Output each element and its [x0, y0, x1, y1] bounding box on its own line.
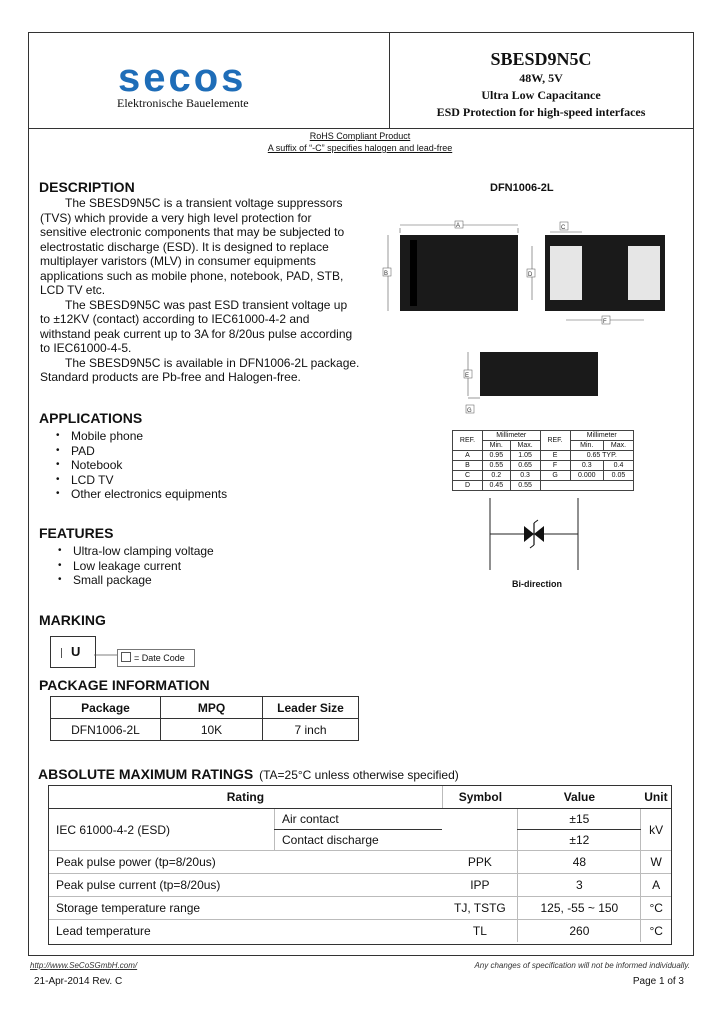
table-row: [453, 461, 634, 471]
dim-label-d: D: [528, 272, 533, 278]
table-cell: DFN1006-2L: [51, 719, 161, 741]
table-cell: 0.3: [510, 471, 540, 481]
ratings-condition: (TA=25°C unless otherwise specified): [259, 768, 459, 782]
table-row: [51, 697, 359, 719]
table-cell: IPP: [442, 874, 518, 897]
title-block: [390, 48, 692, 121]
applications-heading: APPLICATIONS: [39, 410, 143, 426]
table-cell: F: [540, 461, 570, 471]
table-cell: IEC 61000-4-2 (ESD): [49, 809, 275, 851]
table-header: Unit: [641, 786, 671, 809]
table-cell: 10K: [161, 719, 263, 741]
table-cell: PPK: [442, 851, 518, 874]
marking-bar: [61, 648, 62, 658]
company-website-link[interactable]: http://www.SeCoSGmbH.com/: [30, 961, 138, 970]
table-cell: Peak pulse power (tp=8/20us): [49, 851, 442, 874]
halogen-line: A suffix of “-C” specifies halogen and lead-free: [267, 143, 453, 153]
description-p1: The SBESD9N5C is a transient voltage suppressors (TVS) which provide a very high level protection for sensitive electronic components that may be subjected to electrostatic discharge (ESD). It is designed to replace multiplayer varistors (MLV) in consumer equipments applications such as mobile phone, notebook, PAD, STB, LCD TV etc.: [40, 196, 345, 297]
description-p3: The SBESD9N5C is available in DFN1006-2L package. Standard products are Pb-free and Halogen-free.: [40, 355, 360, 384]
list-item: • Mobile phone: [47, 429, 227, 444]
table-row: [453, 471, 634, 481]
table-header: MPQ: [161, 697, 263, 719]
marking-leader-line: [94, 650, 118, 660]
pad-right: [628, 246, 660, 300]
table-cell: 0.55: [482, 461, 510, 471]
table-row: [49, 874, 671, 897]
table-header: Min.: [570, 441, 603, 451]
table-cell: W: [641, 851, 671, 874]
table-cell: kV: [641, 809, 671, 851]
table-row: [453, 431, 634, 441]
table-header: Millimeter: [482, 431, 540, 441]
company-logo: secos: [118, 56, 247, 100]
package-info-heading: PACKAGE INFORMATION: [39, 677, 210, 693]
spec-line-3: ESD Protection for high-speed interfaces: [436, 105, 646, 119]
description-heading: DESCRIPTION: [39, 179, 135, 195]
header-divider: [28, 128, 693, 129]
table-cell: 0.45: [482, 481, 510, 491]
package-table: [50, 696, 359, 741]
table-cell: [442, 809, 518, 851]
table-header: Max.: [510, 441, 540, 451]
features-list: [49, 544, 214, 588]
table-cell: [540, 481, 633, 491]
table-cell: °C: [641, 897, 671, 920]
page-number: Page 1 of 3: [632, 976, 684, 987]
dim-label-c: C: [561, 225, 566, 231]
table-header: REF.: [540, 431, 570, 451]
table-header: Leader Size: [263, 697, 359, 719]
table-row: [453, 451, 634, 461]
table-cell: 0.95: [482, 451, 510, 461]
table-cell: A: [453, 451, 483, 461]
part-number: SBESD9N5C: [490, 49, 592, 69]
date-code-square-icon: [121, 652, 131, 662]
table-row: [49, 809, 671, 830]
dim-label-e: E: [465, 373, 470, 379]
revision-date: 21-Apr-2014 Rev. C: [34, 976, 123, 987]
list-item: • LCD TV: [47, 473, 227, 488]
table-cell: D: [453, 481, 483, 491]
table-cell: Peak pulse current (tp=8/20us): [49, 874, 442, 897]
table-cell: 0.4: [603, 461, 633, 471]
features-heading: FEATURES: [39, 525, 114, 541]
table-header: Value: [518, 786, 641, 809]
table-header: Millimeter: [570, 431, 633, 441]
list-item: • Other electronics equipments: [47, 487, 227, 502]
dimension-table: [452, 430, 634, 491]
applications-list: [47, 429, 227, 502]
cathode-band: [410, 240, 417, 306]
pad-left: [550, 246, 582, 300]
table-cell: E: [540, 451, 570, 461]
change-notice: Any changes of specification will not be informed individually.: [474, 961, 690, 970]
table-header: REF.: [453, 431, 483, 451]
table-cell: 0.55: [510, 481, 540, 491]
table-row: [49, 786, 671, 809]
dim-label-g: G: [467, 408, 472, 414]
table-header: Max.: [603, 441, 633, 451]
date-code-text: = Date Code: [134, 653, 185, 663]
list-item: • Notebook: [47, 458, 227, 473]
table-header: Symbol: [442, 786, 518, 809]
table-header: Rating: [49, 786, 442, 809]
marking-box: [50, 636, 96, 668]
list-item: • Ultra-low clamping voltage: [49, 544, 214, 559]
rohs-line: RoHS Compliant Product: [309, 131, 411, 141]
date-code-label: [117, 649, 195, 667]
list-item: • Low leakage current: [49, 559, 214, 574]
side-view-body: [480, 352, 598, 396]
table-row: [49, 920, 671, 943]
table-row: [453, 481, 634, 491]
list-item: • Small package: [49, 573, 214, 588]
table-cell: 0.2: [482, 471, 510, 481]
table-row: [49, 851, 671, 874]
table-cell: ±15: [518, 809, 641, 830]
bidirectional-diode-symbol: [484, 496, 584, 572]
drawing-title: DFN1006-2L: [490, 182, 554, 194]
ratings-heading: ABSOLUTE MAXIMUM RATINGS: [38, 766, 254, 782]
table-cell: 260: [518, 920, 641, 943]
diode-caption: Bi-direction: [512, 579, 563, 589]
table-cell: 1.05: [510, 451, 540, 461]
dim-label-a: A: [456, 223, 461, 229]
table-cell: 125, -55 ~ 150: [518, 897, 641, 920]
table-cell: 0.65: [510, 461, 540, 471]
list-item: • PAD: [47, 444, 227, 459]
package-outline-drawing: [380, 212, 680, 422]
table-cell: Storage temperature range: [49, 897, 442, 920]
description-text: [40, 196, 360, 385]
table-cell: 0.000: [570, 471, 603, 481]
table-row: [49, 897, 671, 920]
top-view-body: [400, 235, 518, 311]
table-cell: Air contact: [275, 809, 443, 830]
description-p2: The SBESD9N5C was past ESD transient voltage up to ±12KV (contact) according to IEC61000-4-2 and withstand peak current up to 3A for 8/20us pulse according to IEC61000-4-5.: [40, 297, 353, 355]
table-cell: 3: [518, 874, 641, 897]
table-cell: A: [641, 874, 671, 897]
table-header: Min.: [482, 441, 510, 451]
company-tagline: Elektronische Bauelemente: [117, 96, 249, 110]
table-header: Package: [51, 697, 161, 719]
table-cell: 7 inch: [263, 719, 359, 741]
table-cell: ±12: [518, 830, 641, 851]
table-row: [51, 719, 359, 741]
marking-code: U: [71, 644, 81, 659]
table-cell: 0.3: [570, 461, 603, 471]
dim-label-b: B: [384, 271, 389, 277]
table-cell: C: [453, 471, 483, 481]
table-cell: °C: [641, 920, 671, 943]
table-cell: Contact discharge: [275, 830, 443, 851]
ratings-heading-row: [38, 766, 459, 782]
table-cell: TJ, TSTG: [442, 897, 518, 920]
marking-heading: MARKING: [39, 612, 106, 628]
table-cell: 48: [518, 851, 641, 874]
dim-label-f: F: [603, 319, 607, 325]
spec-line-2: Ultra Low Capacitance: [481, 88, 601, 102]
spec-line-1: 48W, 5V: [519, 71, 563, 85]
table-cell: 0.05: [603, 471, 633, 481]
table-cell: 0.65 TYP.: [570, 451, 633, 461]
table-cell: Lead temperature: [49, 920, 442, 943]
table-cell: B: [453, 461, 483, 471]
table-cell: TL: [442, 920, 518, 943]
table-cell: G: [540, 471, 570, 481]
ratings-table: [49, 786, 671, 942]
